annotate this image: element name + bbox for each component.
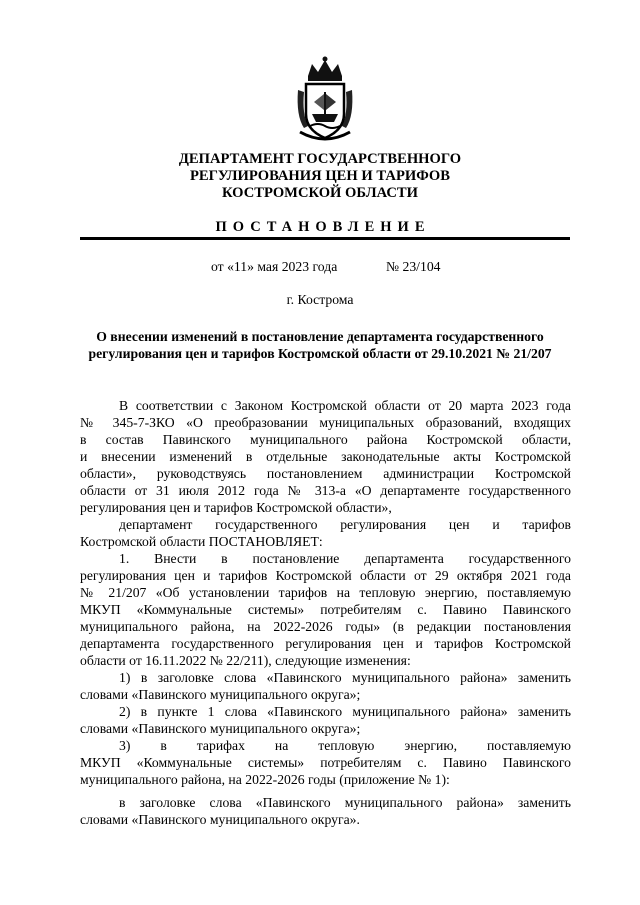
body-line: словами «Павинского муниципального округа». [80,812,360,827]
body-line: МКУП «Коммунальные системы» потребителям с. Павино Павинского [80,755,571,770]
department-name-line: КОСТРОМСКОЙ ОБЛАСТИ [221,185,419,201]
body-line: МКУП «Коммунальные системы» потребителям с. Павино Павинского [80,602,571,617]
document-title-line: регулирования цен и тарифов Костромской области от 29.10.2021 № 21/207 [88,346,552,361]
body-line: 1) в заголовке слова «Павинского муниципального района» заменить [119,670,571,685]
document-city: г. Кострома [286,292,354,307]
body-line: и внесении изменений в отдельные законодательные акты Костромской [80,449,571,464]
header-divider [80,237,570,240]
body-line: в заголовке слова «Павинского муниципального района» заменить [119,795,571,810]
kostroma-coat-of-arms-icon [294,56,356,142]
document-title-line: О внесении изменений в постановление департамента государственного [96,329,544,344]
body-line: № 21/207 «Об установлении тарифов на тепловую энергию, поставляемую [80,585,571,600]
body-line: 1. Внести в постановление департамента государственного [119,551,571,566]
body-line: департамент государственного регулирования цен и тарифов [119,517,571,532]
department-name-line: ДЕПАРТАМЕНТ ГОСУДАРСТВЕННОГО [178,151,462,167]
body-line: словами «Павинского муниципального округа»; [80,721,361,736]
body-line: в состав Павинского муниципального района Костромской области, [80,432,571,447]
body-line: В соответствии с Законом Костромской области от 20 марта 2023 года [119,398,571,413]
body-line: 3) в тарифах на тепловую энергию, поставляемую [119,738,571,753]
department-name-line: РЕГУЛИРОВАНИЯ ЦЕН И ТАРИФОВ [189,168,451,184]
body-line: Костромской области ПОСТАНОВЛЯЕТ: [80,534,323,549]
body-line: словами «Павинского муниципального округа»; [80,687,361,702]
body-line: регулирования цен и тарифов Костромской области», [80,500,392,515]
document-type-heading: ПОСТАНОВЛЕНИЕ [215,219,431,235]
body-line: № 345-7-ЗКО «О преобразовании муниципальных образований, входящих [80,415,571,430]
body-line: области», руководствуясь постановлением администрации Костромской [80,466,571,481]
body-line: регулирования цен и тарифов Костромской области от 29 октября 2021 года [80,568,571,583]
body-line: области от 31 июля 2012 года № 313-а «О департаменте государственного [80,483,571,498]
body-line: муниципального района, на 2022-2026 годы» (в редакции постановления [80,619,571,634]
body-line: 2) в пункте 1 слова «Павинского муниципального района» заменить [119,704,571,719]
document-date: от «11» мая 2023 года [211,259,338,274]
body-line: области от 16.11.2022 № 22/211), следующие изменения: [80,653,411,668]
body-line: департамента государственного регулирования цен и тарифов Костромской [80,636,571,651]
document-number: № 23/104 [386,259,441,274]
body-line: муниципального района, на 2022-2026 годы (приложение № 1): [80,772,450,787]
